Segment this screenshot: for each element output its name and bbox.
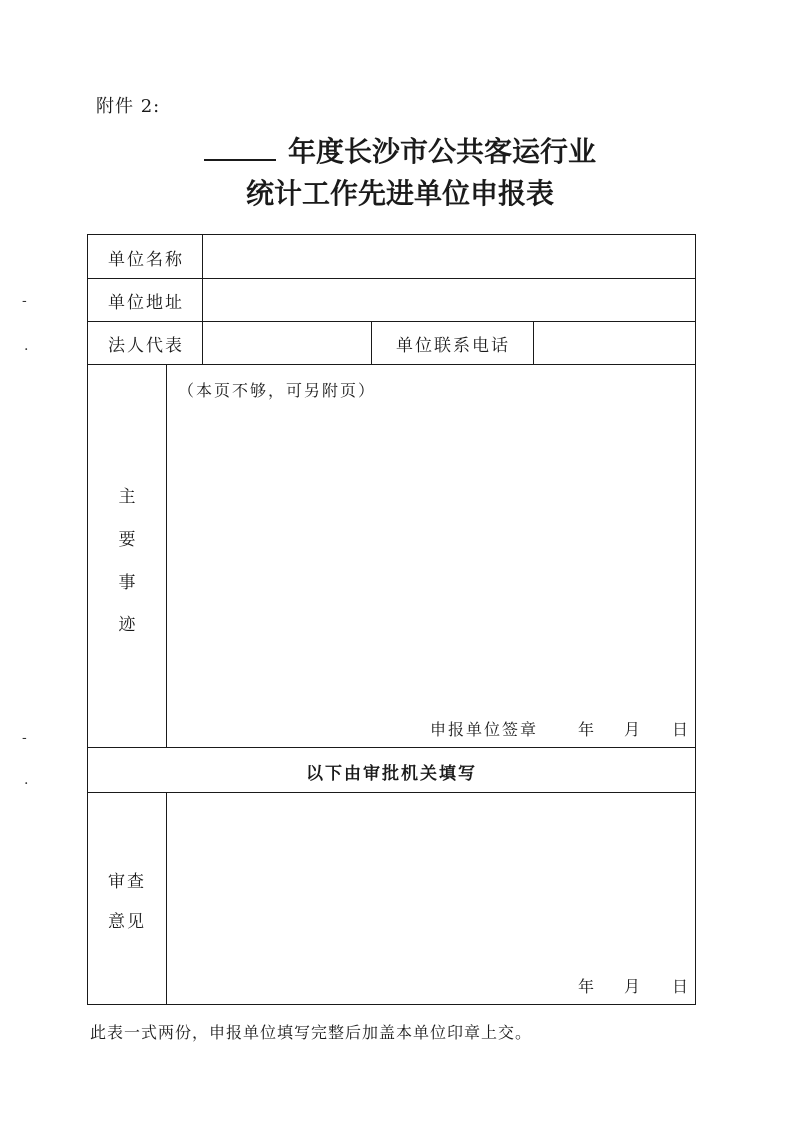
approval-header: 以下由审批机关填写 [306, 764, 477, 784]
title-line1-text: 年度长沙市公共客运行业 [287, 135, 596, 168]
deeds-note: （本页不够，可另附页） [178, 381, 377, 400]
unit-name-field[interactable] [203, 235, 695, 278]
scan-mark: - [22, 293, 27, 309]
contact-phone-field[interactable] [534, 322, 695, 364]
legal-rep-label: 法人代表 [108, 336, 184, 356]
applicant-seal-label: 申报单位签章 [430, 720, 539, 739]
deeds-label-char: 迹 [118, 615, 136, 635]
deeds-label-char: 要 [118, 530, 136, 550]
deeds-label-char: 主 [118, 487, 136, 507]
review-label-line2: 意见 [108, 912, 146, 932]
unit-name-label: 单位名称 [108, 250, 184, 270]
deeds-field[interactable] [167, 405, 695, 705]
seal-date-month: 月 [624, 720, 643, 739]
review-label-line1: 审查 [108, 872, 146, 892]
review-date-month: 月 [624, 977, 643, 996]
legal-rep-field[interactable] [203, 322, 371, 364]
seal-date-day: 日 [672, 720, 691, 739]
scan-mark: . [24, 338, 29, 354]
application-form-table [87, 234, 696, 1005]
footnote: 此表一式两份，申报单位填写完整后加盖本单位印章上交。 [90, 1023, 533, 1042]
form-title-line1 [0, 130, 800, 170]
review-opinion-field[interactable] [167, 793, 695, 963]
review-date-day: 日 [672, 977, 691, 996]
form-title-line2: 统计工作先进单位申报表 [245, 177, 554, 210]
scan-mark: - [22, 730, 27, 746]
unit-address-label: 单位地址 [108, 293, 184, 313]
year-blank[interactable] [204, 135, 276, 161]
seal-date-year: 年 [578, 720, 597, 739]
unit-address-field[interactable] [203, 279, 695, 321]
review-date-year: 年 [578, 977, 597, 996]
scan-mark: . [24, 772, 29, 788]
deeds-label-char: 事 [118, 573, 136, 593]
attachment-label: 附件 2: [96, 96, 161, 117]
contact-phone-label: 单位联系电话 [396, 336, 510, 356]
